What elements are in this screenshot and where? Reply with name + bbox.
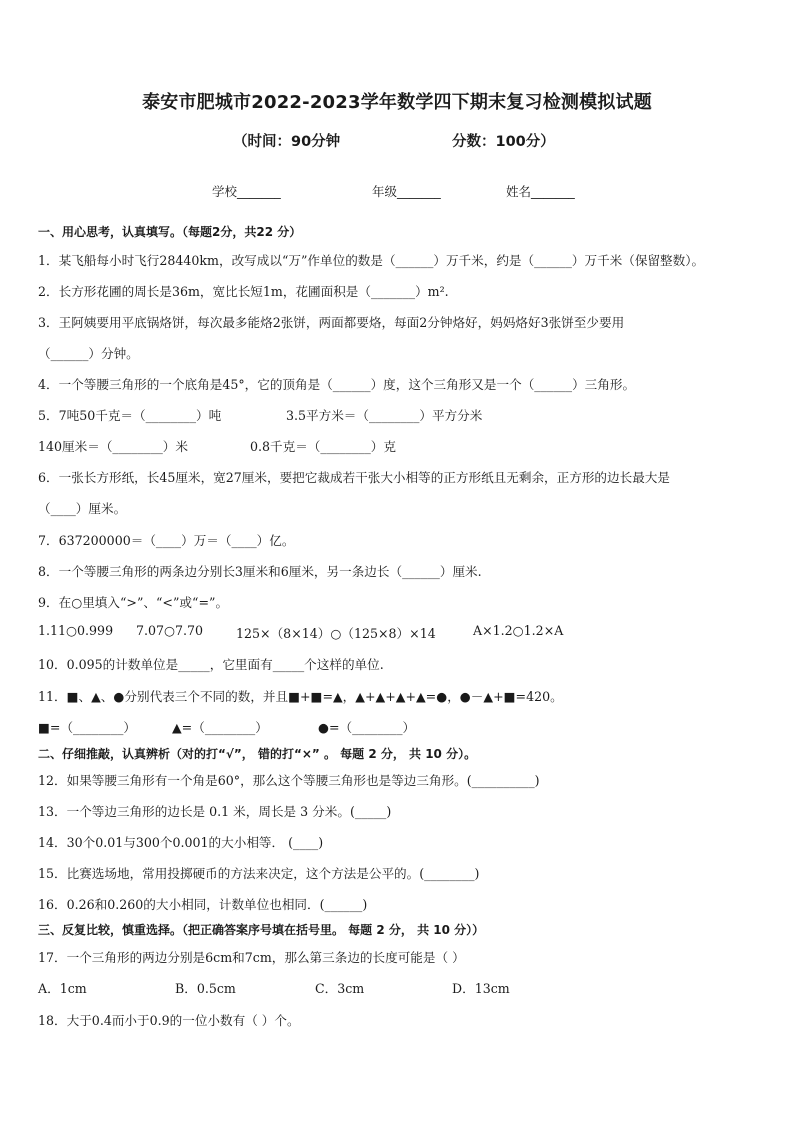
question-5-part-1: 5．7吨50千克＝（________）吨 (38, 408, 222, 423)
section-1-heading: 一、用心思考，认真填写。（每题2分，共22 分） (38, 225, 302, 239)
question-6: 6．一张长方形纸，长45厘米，宽27厘米，要把它裁成若干张大小相等的正方形纸且无剩余，正方形的边长最大是 (38, 470, 670, 485)
question-5-part-3: 140厘米＝（________）米 (38, 439, 188, 454)
question-15: 15．比赛选场地，常用投掷硬币的方法来决定，这个方法是公平的。(________) (38, 866, 480, 881)
question-17-option-b: B．0.5cm (175, 981, 236, 996)
question-16: 16．0.26和0.260的大小相同，计数单位也相同．(______) (38, 897, 368, 912)
exam-score: 分数：100分） (452, 134, 555, 150)
question-11: 11．■、▲、●分别代表三个不同的数，并且■+■=▲，▲+▲+▲+▲=●，●－▲+■=420。 (38, 689, 563, 704)
question-14: 14．30个0.01与300个0.001的大小相等． (____) (38, 835, 324, 850)
question-12: 12．如果等腰三角形有一个角是60°，那么这个等腰三角形也是等边三角形。(__________) (38, 773, 540, 788)
question-3: 3．王阿姨要用平底锅烙饼，每次最多能烙2张饼，两面都要烙，每面2分钟烙好，妈妈烙好3张饼至少要用 (38, 315, 625, 330)
question-18: 18．大于0.4而小于0.9的一位小数有（ ）个。 (38, 1013, 300, 1028)
question-11-circle: ●=（________） (318, 720, 416, 735)
question-6-continued: （____）厘米。 (38, 501, 127, 516)
section-3-heading: 三、反复比较，慎重选择。（把正确答案序号填在括号里。 每题 2 分， 共 10 分）） (38, 923, 485, 937)
exam-time: （时间：90分钟 (233, 134, 341, 150)
question-2: 2．长方形花圃的周长是36m，宽比长短1m，花圃面积是（_______）m². (38, 284, 449, 299)
school-field: 学校_______ (212, 184, 281, 199)
question-9-item-a: 1.11○0.999 (38, 623, 114, 638)
question-17-option-a: A．1cm (38, 981, 87, 996)
question-5-part-4: 0.8千克＝（________）克 (250, 439, 396, 454)
question-17-option-d: D．13cm (452, 981, 510, 996)
question-9: 9．在○里填入“>”、“<”或“=”。 (38, 595, 229, 610)
question-4: 4．一个等腰三角形的一个底角是45°，它的顶角是（______）度，这个三角形又是一个（______）三角形。 (38, 377, 636, 392)
question-10: 10．0.095的计数单位是_____，它里面有_____个这样的单位. (38, 657, 384, 672)
question-9-item-c: 125×（8×14）○（125×8）×14 (236, 626, 436, 641)
question-1: 1．某飞船每小时飞行28440km，改写成以“万”作单位的数是（______）万千米，约是（______）万千米（保留整数）。 (38, 253, 705, 268)
section-2-heading: 二、仔细推敲，认真辨析（对的打“√”， 错的打“×” 。 每题 2 分， 共 10 分）。 (38, 747, 477, 761)
question-17: 17．一个三角形的两边分别是6cm和7cm，那么第三条边的长度可能是（ ） (38, 950, 465, 965)
question-17-option-c: C．3cm (315, 981, 365, 996)
exam-title: 泰安市肥城市2022-2023学年数学四下期末复习检测模拟试题 (142, 92, 652, 113)
question-5-part-2: 3.5平方米＝（________）平方分米 (286, 408, 483, 423)
question-7: 7．637200000＝（____）万＝（____）亿。 (38, 533, 295, 548)
question-11-square: ■=（________） (38, 720, 137, 735)
question-13: 13．一个等边三角形的边长是 0.1 米，周长是 3 分米。(_____) (38, 804, 392, 819)
grade-field: 年级_______ (372, 184, 441, 199)
name-field: 姓名_______ (506, 184, 575, 199)
question-8: 8．一个等腰三角形的两条边分别长3厘米和6厘米，另一条边长（______）厘米. (38, 564, 482, 579)
question-9-item-d: A×1.2○1.2×A (473, 623, 564, 638)
question-11-triangle: ▲=（________） (172, 720, 268, 735)
question-3-continued: （______）分钟。 (38, 346, 139, 361)
question-9-item-b: 7.07○7.70 (136, 623, 204, 638)
